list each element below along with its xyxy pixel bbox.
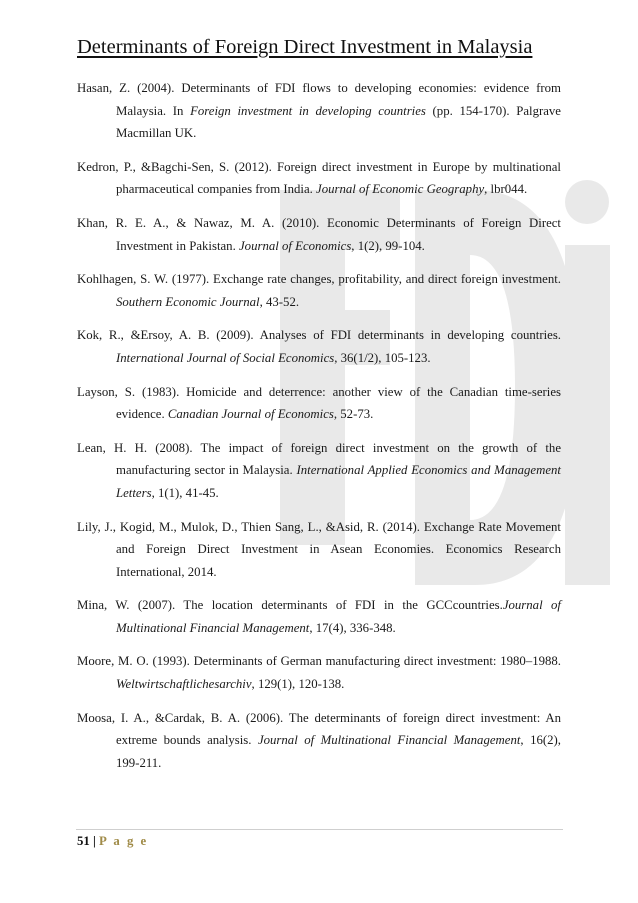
reference-entry: Hasan, Z. (2004). Determinants of FDI flows to developing economies: evidence from Malaysia. In Foreign investment in developing countries (pp. 154-170). Palgrave Macmillan UK. (77, 81, 561, 141)
reference-entry: Kok, R., &Ersoy, A. B. (2009). Analyses of FDI determinants in developing countries. International Journal of Social Economics, 36(1/2), 105-123. (77, 328, 561, 365)
reference-list (77, 77, 561, 785)
reference-entry: Moosa, I. A., &Cardak, B. A. (2006). The determinants of foreign direct investment: An extreme bounds analysis. Journal of Multinational Financial Management, 16(2), 199-211. (77, 710, 561, 770)
watermark-letter-i (565, 245, 610, 585)
reference-entry: Moore, M. O. (1993). Determinants of German manufacturing direct investment: 1980–1988. Weltwirtschaftlichesarchiv, 129(1), 120-138. (77, 654, 561, 692)
page-number: 51 (77, 834, 90, 848)
footer-separator: | (93, 834, 96, 848)
reference-entry: Khan, R. E. A., & Nawaz, M. A. (2010). Economic Determinants of Foreign Direct Investment in Pakistan. Journal of Economics, 1(2), 99-104. (77, 215, 561, 253)
page-footer (77, 834, 148, 849)
watermark-letter-i-dot (565, 180, 609, 224)
reference-entry: Layson, S. (1983). Homicide and deterrence: another view of the Canadian time-series evidence. Canadian Journal of Economics, 52-73. (77, 384, 561, 422)
reference-entry: Mina, W. (2007). The location determinants of FDI in the GCCcountries.Journal of Multinational Financial Management, 17(4), 336-348. (77, 598, 561, 635)
reference-entry: Lean, H. H. (2008). The impact of foreign direct investment on the growth of the manufacturing sector in Malaysia. International Applied Economics and Management Letters, 1(1), 41-45. (77, 440, 561, 500)
reference-entry: Kedron, P., &Bagchi-Sen, S. (2012). Foreign direct investment in Europe by multinational pharmaceutical companies from India. Journal of Economic Geography, lbr044. (77, 159, 561, 197)
reference-entry: Kohlhagen, S. W. (1977). Exchange rate changes, profitability, and direct foreign investment. Southern Economic Journal, 43-52. (77, 272, 561, 309)
page-label: P a g e (99, 834, 149, 848)
page-title: Determinants of Foreign Direct Investment in Malaysia (77, 36, 533, 58)
footer-divider (76, 829, 563, 830)
reference-entry: Lily, J., Kogid, M., Mulok, D., Thien Sang, L., &Asid, R. (2014). Exchange Rate Movement and Foreign Direct Investment in Asean Economies. Economics Research International, 2014. (77, 519, 561, 579)
